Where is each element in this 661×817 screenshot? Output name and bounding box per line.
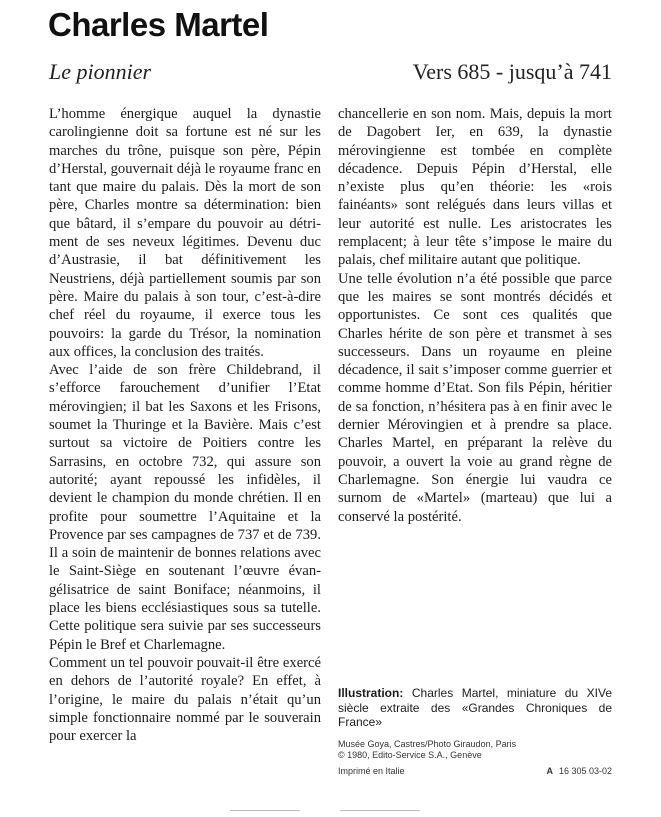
life-dates: Vers 685 - jusqu’à 741	[412, 59, 612, 84]
reference-code	[546, 766, 612, 776]
paragraph: L’homme énergique auquel la dynastie carolingienne doit sa fortune est né sur les marches du trône, puisque son père, Pépin d’Herstal, gouvernait déjà le royaume franc en tant que maire du palais. Dès la mort de son père, Charles montre sa détermination: bien que bâtard, il s’empare du pouvoir au détriment de ses neveux légitimes. Devenu duc d’Austrasie, il bat définitivement les Neustriens, déjà partiellement soumis par son père. Maire du palais à son tour, c’est-à-dire chef réel du royaume, il exerce tous les pouvoirs: la garde du Trésor, la nomination aux offices, la conclusion des traités.	[49, 106, 321, 360]
paragraph: Comment un tel pouvoir pouvait-il être exercé en dehors de l’autorité royale? En effet, à l’origine, le maire du palais n’était qu’un simple fonctionnaire nommé par le souverain pour exercer la	[49, 654, 321, 745]
text-column-right	[338, 105, 612, 526]
paragraph: Avec l’aide de son frère Childebrand, il s’efforce farouchement d’unifier l’Etat mérovingien; il bat les Saxons et les Frisons, soumet la Thuringe et la Bavière. Mais c’est surtout sa victoire de Poitiers contre les Sarrasins, en octobre 732, qui assure son autorité; ayant repoussé les infidèles, il devient le champion du monde chrétien. Il en profite pour soumettre l’Aquitaine et la Provence par ses campagnes de 737 et de 739. Il a soin de maintenir de bonnes relations avec le Saint-Siège en soutenant l’œuvre évangélisatrice de saint Boniface; néanmoins, il place les biens ecclésiastiques sous sa tutelle. Cette politique sera suivie par ses successeurs Pépin le Bref et Charlemagne.	[49, 362, 321, 653]
illustration-caption	[338, 686, 612, 730]
reference-letter: A	[546, 766, 553, 776]
paragraph: chancellerie en son nom. Mais, depuis la mort de Dagobert Ier, en 639, la dynastie mérovingienne est tombée en complète décadence. Depuis Pépin d’Herstal, elle n’existe plus qu’en théorie: les «rois fainéants» sont relégués dans leurs villas et leur autorité est nulle. Les aristocrates les remplacent; à leur tête s’impose le maire du palais, chef militaire autant que politique.	[338, 106, 612, 269]
crop-mark	[230, 810, 300, 811]
page-title: Charles Martel	[48, 6, 269, 43]
caption-text: Charles Martel, miniature du XIVe siècle extraite des «Grandes Chroniques de France»	[338, 686, 612, 730]
credit-line: Musée Goya, Castres/Photo Giraudon, Paris	[338, 739, 517, 749]
reference-number: 16 305 03-02	[558, 766, 612, 776]
copyright-line: © 1980, Edito-Service S.A., Genève	[338, 750, 482, 760]
caption-label: Illustration:	[338, 686, 404, 700]
paragraph: Une telle évolution n’a été possible que parce que les maires se sont montrés décidés et opportunistes. Ce sont ces qualités que Charles hérite de son père et transmet à ses successeurs. Dans un royaume en pleine décadence, il sait s’imposer comme guerrier et comme homme d’Etat. Son fils Pépin, héritier de sa fonction, n’hésitera pas à en finir avec le dernier Mérovingien et à prendre sa place. Charles Martel, en préparant la relève du pouvoir, a ouvert la voie au grand règne de Charlemagne. Son énergie lui vaudra ce surnom de «Martel» (marteau) que lui a conservé la postérité.	[338, 270, 612, 525]
text-column-left	[49, 105, 321, 745]
photo-credits	[338, 739, 612, 761]
printed-in: Imprimé en Italie	[338, 766, 405, 776]
crop-mark	[340, 810, 420, 811]
print-info	[338, 766, 612, 776]
page-subtitle: Le pionnier	[49, 59, 152, 84]
